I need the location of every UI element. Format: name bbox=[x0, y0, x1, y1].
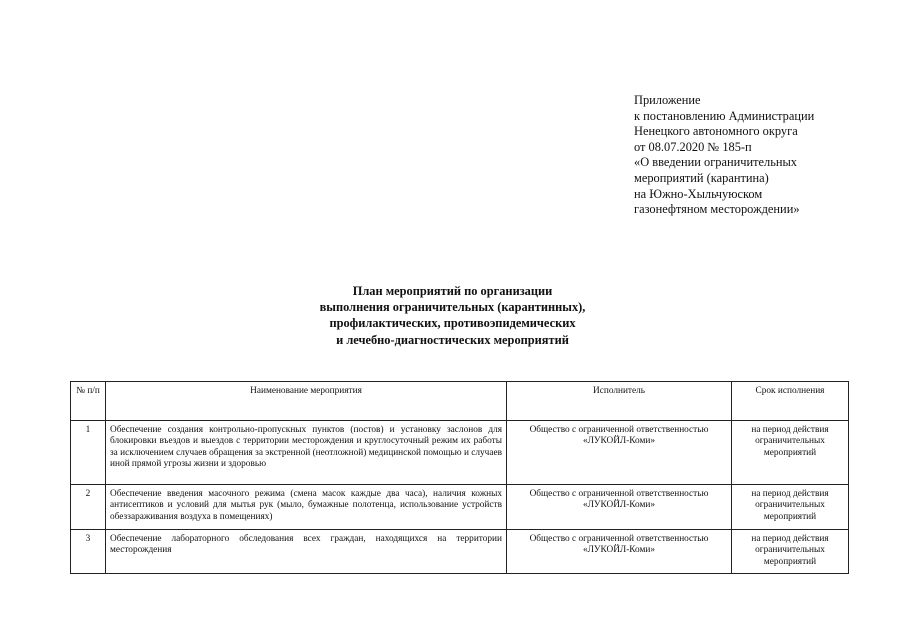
annex-line: на Южно-Хыльчуюском bbox=[634, 186, 763, 201]
row-executor: Общество с ограниченной ответственностью «ЛУКОЙЛ-Коми» bbox=[507, 485, 732, 530]
annex-line: к постановлению Администрации bbox=[634, 108, 815, 123]
annex-line: газонефтяном месторождении» bbox=[634, 202, 800, 217]
plan-title-line: и лечебно-диагностических мероприятий bbox=[336, 332, 569, 347]
annex-line: Ненецкого автономного округа bbox=[634, 124, 798, 139]
row-term: на период действия ограничительных мероприятий bbox=[732, 530, 849, 574]
annex-line: «О введении ограничительных bbox=[634, 155, 797, 170]
table-row bbox=[71, 530, 849, 574]
annex-line: Приложение bbox=[634, 93, 701, 107]
row-name: Обеспечение введения масочного режима (смена масок каждые два часа), наличия кожных антисептиков и условий для мытья рук (мыло, бумажные полотенца, использование устройств обеззараживания воздуха в помещениях) bbox=[106, 485, 507, 530]
annex-block bbox=[634, 93, 896, 218]
table-header-row bbox=[71, 382, 849, 421]
row-num: 1 bbox=[71, 421, 106, 485]
plan-title-line: выполнения ограничительных (карантинных), bbox=[319, 300, 586, 315]
row-num: 3 bbox=[71, 530, 106, 574]
header-num: № п/п bbox=[71, 382, 106, 421]
row-executor: Общество с ограниченной ответственностью «ЛУКОЙЛ-Коми» bbox=[507, 530, 732, 574]
row-executor: Общество с ограниченной ответственностью «ЛУКОЙЛ-Коми» bbox=[507, 421, 732, 485]
row-name: Обеспечение лабораторного обследования всех граждан, находящихся на территории месторождения bbox=[106, 530, 507, 574]
plan-title bbox=[200, 283, 705, 348]
row-num: 2 bbox=[71, 485, 106, 530]
header-name: Наименование мероприятия bbox=[106, 382, 507, 421]
table-row bbox=[71, 421, 849, 485]
annex-line: мероприятий (карантина) bbox=[634, 170, 769, 185]
header-term: Срок исполнения bbox=[732, 382, 849, 421]
plan-title-line: профилактических, противоэпидемических bbox=[329, 316, 576, 331]
annex-line: от 08.07.2020 № 185-п bbox=[634, 139, 752, 154]
plan-title-line: План мероприятий по организации bbox=[352, 284, 553, 298]
header-executor: Исполнитель bbox=[507, 382, 732, 421]
row-name: Обеспечение создания контрольно-пропускных пунктов (постов) и установку заслонов для блокировки въездов и выездов с территории месторождения и круглосуточный режим их работы за исключением случаев обращения за экстренной (неотложной) медицинской помощью и случаев иной прямой угрозы жизни и здоровью bbox=[106, 421, 507, 485]
table-row bbox=[71, 485, 849, 530]
row-term: на период действия ограничительных мероприятий bbox=[732, 421, 849, 485]
row-term: на период действия ограничительных мероприятий bbox=[732, 485, 849, 530]
measures-table bbox=[70, 381, 849, 574]
